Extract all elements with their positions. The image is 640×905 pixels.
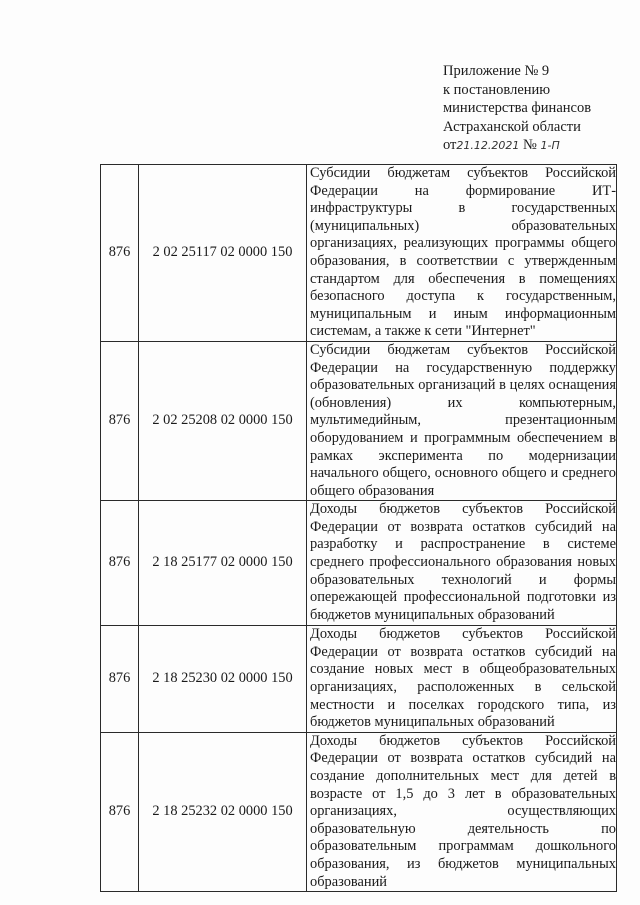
appendix-header: [443, 62, 623, 156]
admin-code-cell: 876: [101, 341, 139, 500]
table-row: [101, 341, 617, 500]
description-text: Субсидии бюджетам субъектов Российской Федерации на формирование ИТ-инфраструктуры в государственных (муниципальных) образовательных организациях, реализующих программы общего образования, в соответствии с утвержденным стандартом для обеспечения в помещениях безопасного доступа к государственным, муниципальным и иным информационным системам, а также к сети "Интернет": [310, 165, 616, 340]
appendix-date-line: [443, 136, 623, 156]
handwritten-date: 21.12.2021: [456, 139, 520, 152]
description-text: Доходы бюджетов субъектов Российской Федерации от возврата остатков субсидий на создание новых мест в общеобразовательных организациях, расположенных в сельской местности и поселках городского типа, из бюджетов муниципальных образований: [310, 626, 616, 731]
number-prefix: №: [523, 137, 537, 153]
date-prefix: от: [443, 137, 457, 153]
appendix-title: Приложение № 9: [443, 63, 550, 79]
admin-code-cell: 876: [101, 501, 139, 626]
description-cell: [307, 501, 617, 626]
admin-code-cell: 876: [101, 165, 139, 342]
description-text: Доходы бюджетов субъектов Российской Федерации от возврата остатков субсидий на разработку и распространение в системе среднего профессионального образования новых образовательных технологий и формы опережающей профессиональной подготовки из бюджетов муниципальных образований: [310, 501, 616, 623]
admin-code-cell: 876: [101, 626, 139, 733]
budget-code-cell: 2 02 25117 02 0000 150: [139, 165, 307, 342]
budget-code-cell: 2 02 25208 02 0000 150: [139, 341, 307, 500]
table-row: [101, 732, 617, 891]
income-codes-table: [100, 164, 617, 892]
description-cell: [307, 341, 617, 500]
table-row: [101, 165, 617, 342]
table-row: [101, 626, 617, 733]
description-cell: [307, 165, 617, 342]
description-text: Субсидии бюджетам субъектов Российской Федерации на государственную поддержку образовательных организаций в целях оснащения (обновления) их компьютерным, мультимедийным, презентационным оборудованием и программным обеспечением в рамках эксперимента по модернизации начального общего, основного общего и среднего общего образования: [310, 341, 616, 499]
description-cell: [307, 732, 617, 891]
description-cell: [307, 626, 617, 733]
appendix-ref-line: к постановлению: [443, 81, 551, 98]
budget-code-cell: 2 18 25232 02 0000 150: [139, 732, 307, 891]
handwritten-number: 1-П: [540, 139, 560, 152]
appendix-ministry-line: министерства финансов: [443, 100, 592, 116]
table-row: [101, 501, 617, 626]
description-text: Доходы бюджетов субъектов Российской Федерации от возврата остатков субсидий на создание дополнительных мест для детей в возрасте от 1,5 до 3 лет в образовательных организациях, осуществляющих образовательную деятельность по образовательным программам дошкольного образования, из бюджетов муниципальных образований: [310, 732, 616, 890]
budget-code-cell: 2 18 25230 02 0000 150: [139, 626, 307, 733]
admin-code-cell: 876: [101, 732, 139, 891]
appendix-region-line: Астраханской области: [443, 118, 581, 135]
budget-code-cell: 2 18 25177 02 0000 150: [139, 501, 307, 626]
